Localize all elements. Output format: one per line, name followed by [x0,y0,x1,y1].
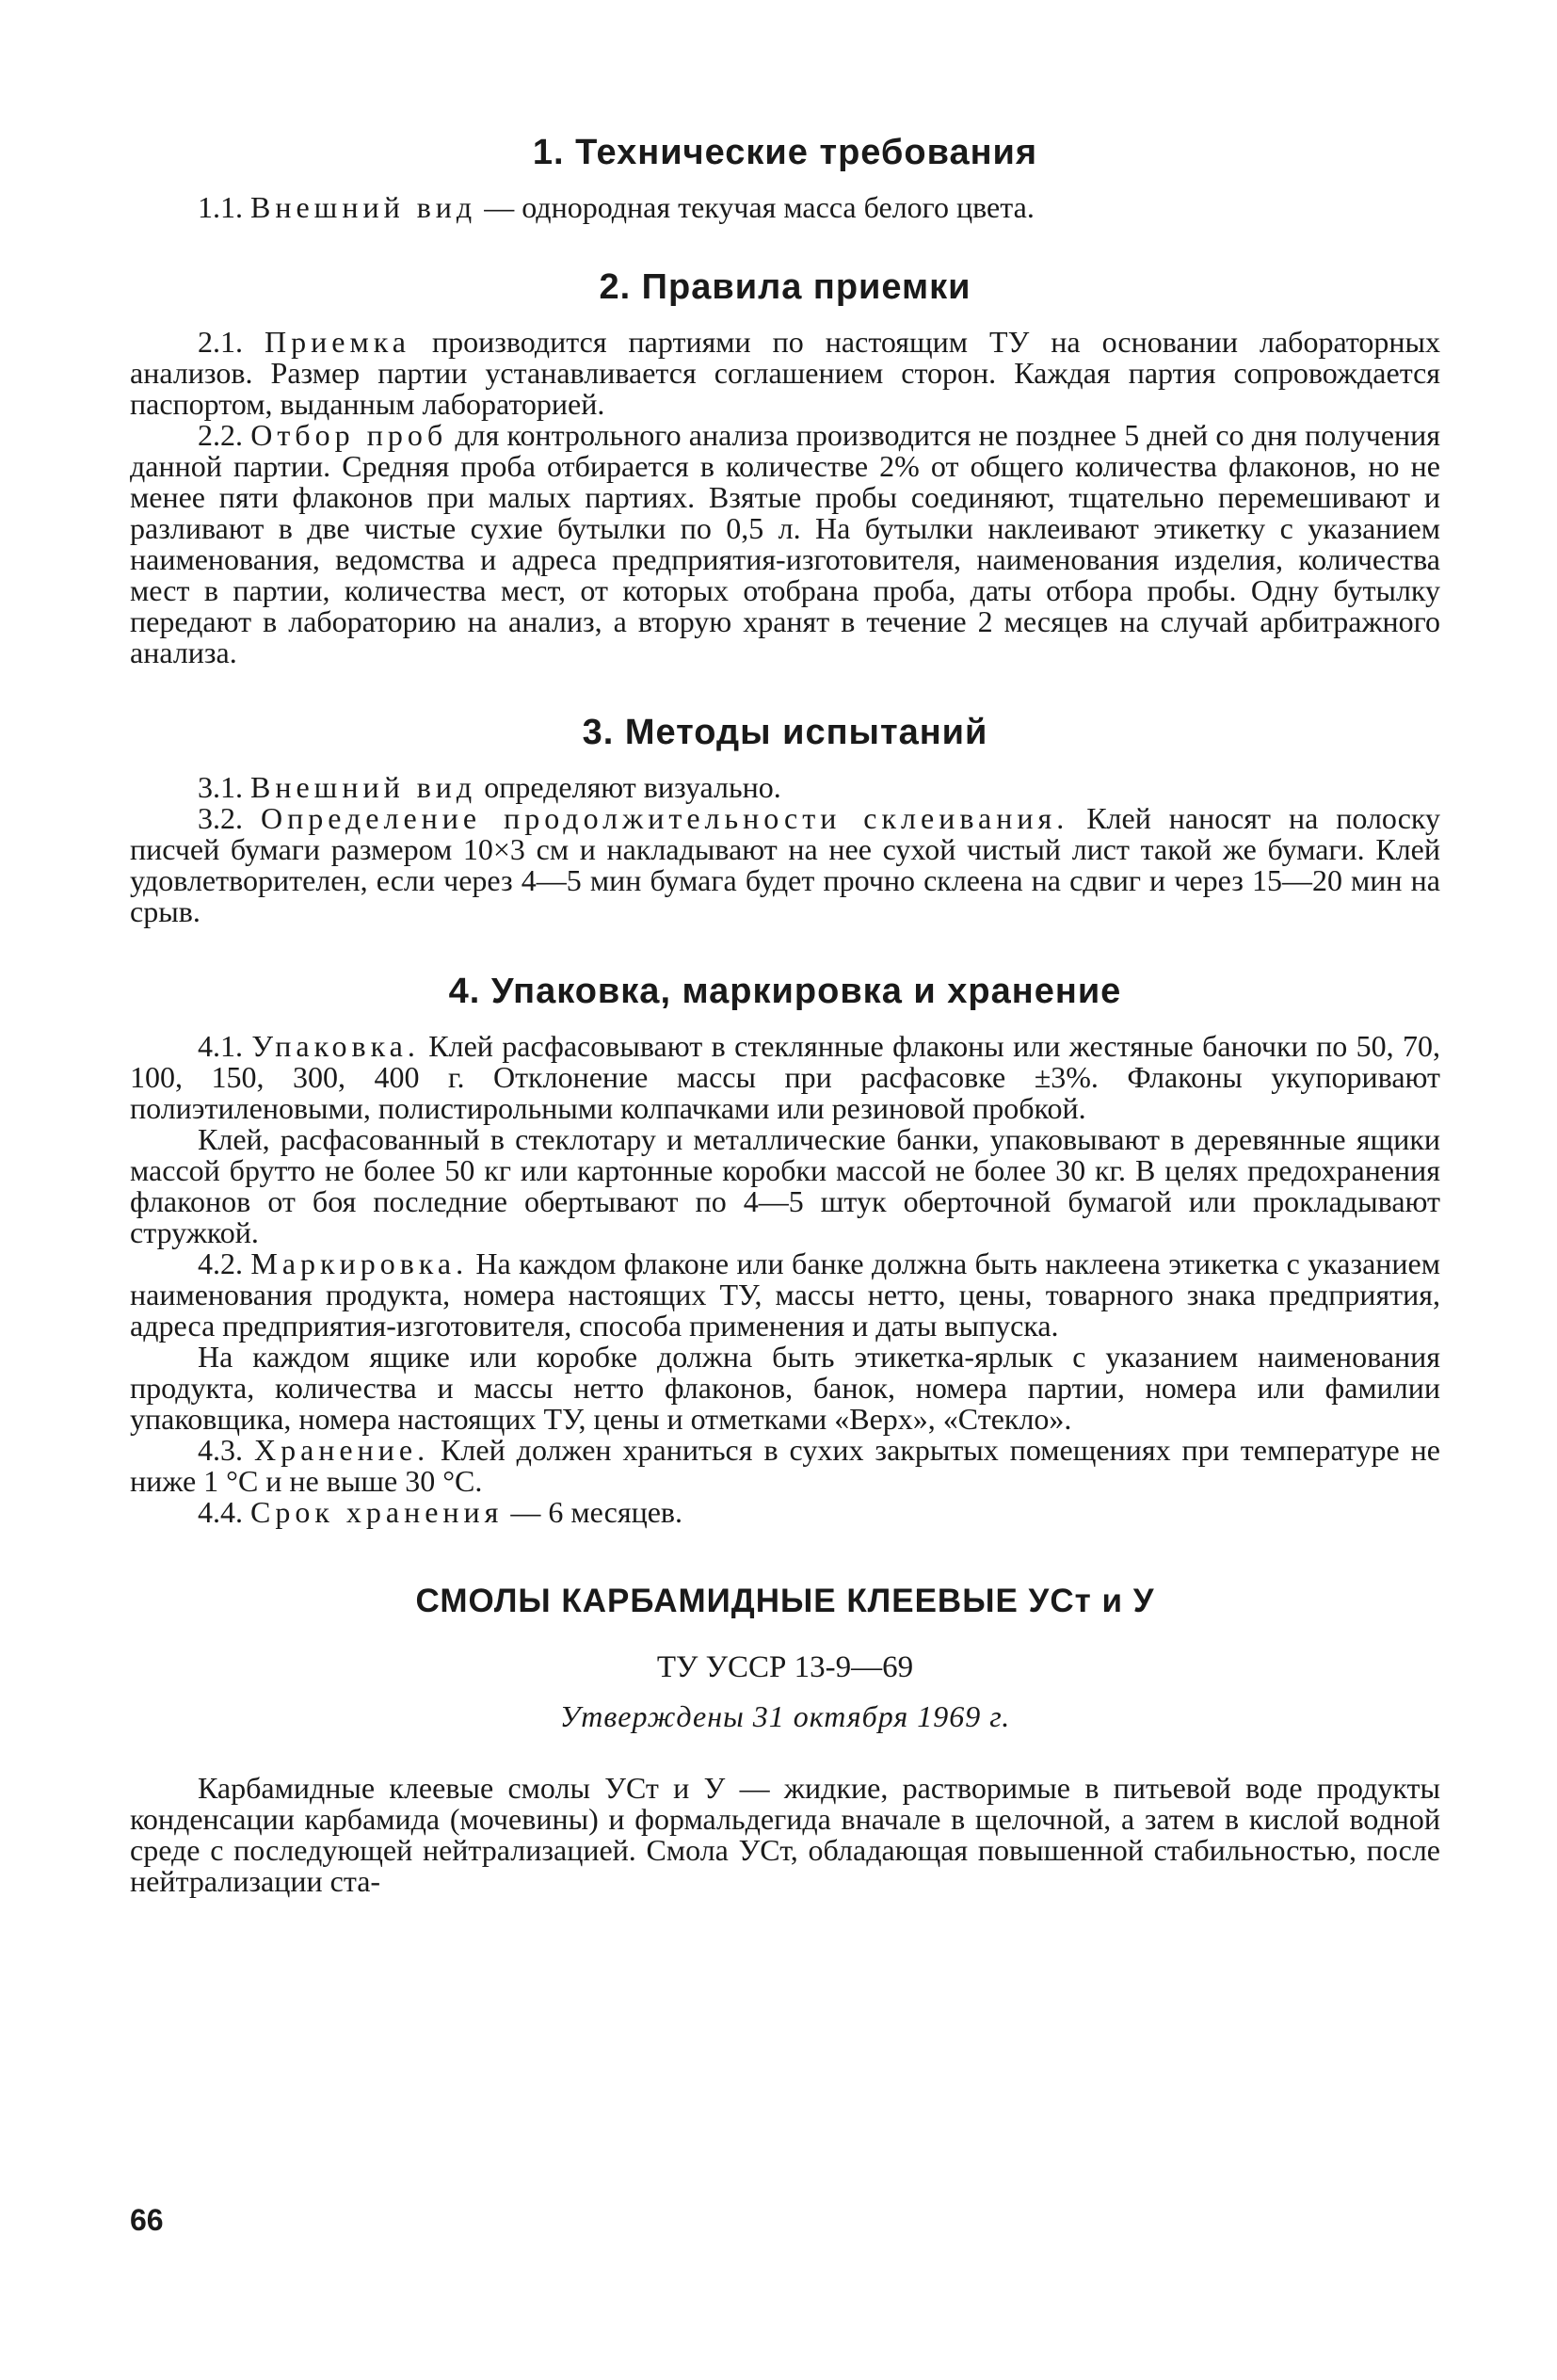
document-approval-date: Утверждены 31 октября 1969 г. [559,1699,1011,1733]
paragraph-text: определяют визуально. [476,770,781,804]
paragraph-number: 4.4. [198,1495,243,1529]
paragraph-term: Внешний вид [250,770,477,804]
paragraph-text: Клей должен храниться в сухих закрытых помещениях при температуре не ниже 1 °С и не выше 30 °С. [130,1433,1441,1498]
section-heading-packaging: 4. Упаковка, маркировка и хранение [448,972,1122,1011]
paragraph-number: 4.1. [198,1029,243,1063]
paragraph-number: 2.2. [198,418,243,452]
document-intro-paragraph: Карбамидные клеевые смолы УСт и У — жидкие, растворимые в питьевой воде продукты конденсации карбамида (мочевины) и формальдегида вначале в щелочной, а затем в кислой водной среде с последующей нейтрализацией. Смола УСт, обладающая повышенной стабильностью, после нейтрализации ста- [130,1771,1440,1898]
paragraph-text: На каждом флаконе или банке должна быть наклеена этикетка с указанием наименования продукта, номера настоящих ТУ, массы нетто, цены, товарного знака предприятия, адреса предприятия-изготовителя, способа применения и даты выпуска. [130,1246,1441,1343]
paragraph-1-1 [130,192,1440,223]
section-heading-acceptance-rules: 2. Правила приемки [599,267,971,307]
paragraph-term: Хранение. [253,1433,430,1467]
paragraph-term: Маркировка. [250,1246,469,1280]
paragraph-number: 3.1. [198,770,243,804]
paragraph-number: 3.2. [198,801,243,835]
paragraph-term: Внешний вид [250,190,477,224]
paragraph-number: 4.3. [198,1433,243,1467]
paragraph-term: Упаковка. [251,1029,420,1063]
document-title: СМОЛЫ КАРБАМИДНЫЕ КЛЕЕВЫЕ УСт и У [415,1583,1155,1619]
paragraph-4-2-continued: На каждом ящике или коробке должна быть этикетка-ярлык с указанием наименования продукта, количества и массы нетто флаконов, банок, номера партии, номера или фамилии упаковщика, номера настоящих ТУ, цены и отметками «Верх», «Стекло». [130,1340,1440,1436]
paragraph-term: Приемка [265,325,410,359]
paragraph-3-1 [130,772,1440,803]
paragraph-term: Отбор проб [250,418,448,452]
paragraph-text: Клей наносят на полоску писчей бумаги размером 10×3 см и накладывают на нее сухой чистый лист такой же бумаги. Клей удовлетворителен, если через 4—5 мин бумага будет прочно склеена на сдвиг и через 15—20 мин на срыв. [130,801,1441,928]
paragraph-4-1-continued: Клей, расфасованный в стеклотару и металлические банки, упаковывают в деревянные ящики массой брутто не более 50 кг или картонные коробки массой не более 30 кг. В целях предохранения флаконов от боя последние обертывают по 4—5 штук оберточной бумагой или прокладывают стружкой. [130,1122,1440,1249]
paragraph-number: 4.2. [198,1246,243,1280]
paragraph-3-2 [130,803,1440,927]
document-number: ТУ УССР 13-9—69 [656,1650,914,1684]
paragraph-text: — однородная текучая масса белого цвета. [476,190,1035,224]
paragraph-4-1 [130,1031,1440,1124]
paragraph-term: Срок хранения [250,1495,504,1529]
paragraph-number: 1.1. [198,190,243,224]
paragraph-2-1 [130,327,1440,420]
paragraph-term: Определение продолжительности склеивания. [260,801,1069,835]
paragraph-4-4 [130,1497,1440,1528]
paragraph-text: — 6 месяцев. [503,1495,682,1529]
paragraph-4-3 [130,1435,1440,1497]
paragraph-text: производится партиями по настоящим ТУ на основании лабораторных анализов. Размер партии устанавливается соглашением сторон. Каждая партия сопровождается паспортом, выданным лабораторией. [130,325,1441,421]
paragraph-text: для контрольного анализа производится не позднее 5 дней со дня получения данной партии. Средняя проба отбирается в количестве 2% от общего количества флаконов, но не менее пяти флаконов при малых партиях. Взятые пробы соединяют, тщательно перемешивают и разливают в две чистые сухие бутылки по 0,5 л. На бутылки наклеивают этикетку с указанием наименования, ведомства и адреса предприятия-изготовителя, наименования изделия, количества мест в партии, количества мест, от которых отобрана проба, даты отбора пробы. Одну бутылку передают в лабораторию на анализ, а вторую хранят в течение 2 месяцев на случай арбитражного анализа. [130,418,1441,669]
section-heading-test-methods: 3. Методы испытаний [582,713,988,752]
page-number: 66 [130,2203,164,2237]
paragraph-text: Клей расфасовывают в стеклянные флаконы или жестяные баночки по 50, 70, 100, 150, 300, 400 г. Отклонение массы при расфасовке ±3%. Флаконы укупоривают полиэтиленовыми, полистирольными колпачками или резиновой пробкой. [130,1029,1441,1125]
paragraph-number: 2.1. [198,325,243,359]
section-heading-technical-requirements: 1. Технические требования [532,133,1038,172]
paragraph-4-2 [130,1248,1440,1342]
paragraph-2-2 [130,420,1440,668]
